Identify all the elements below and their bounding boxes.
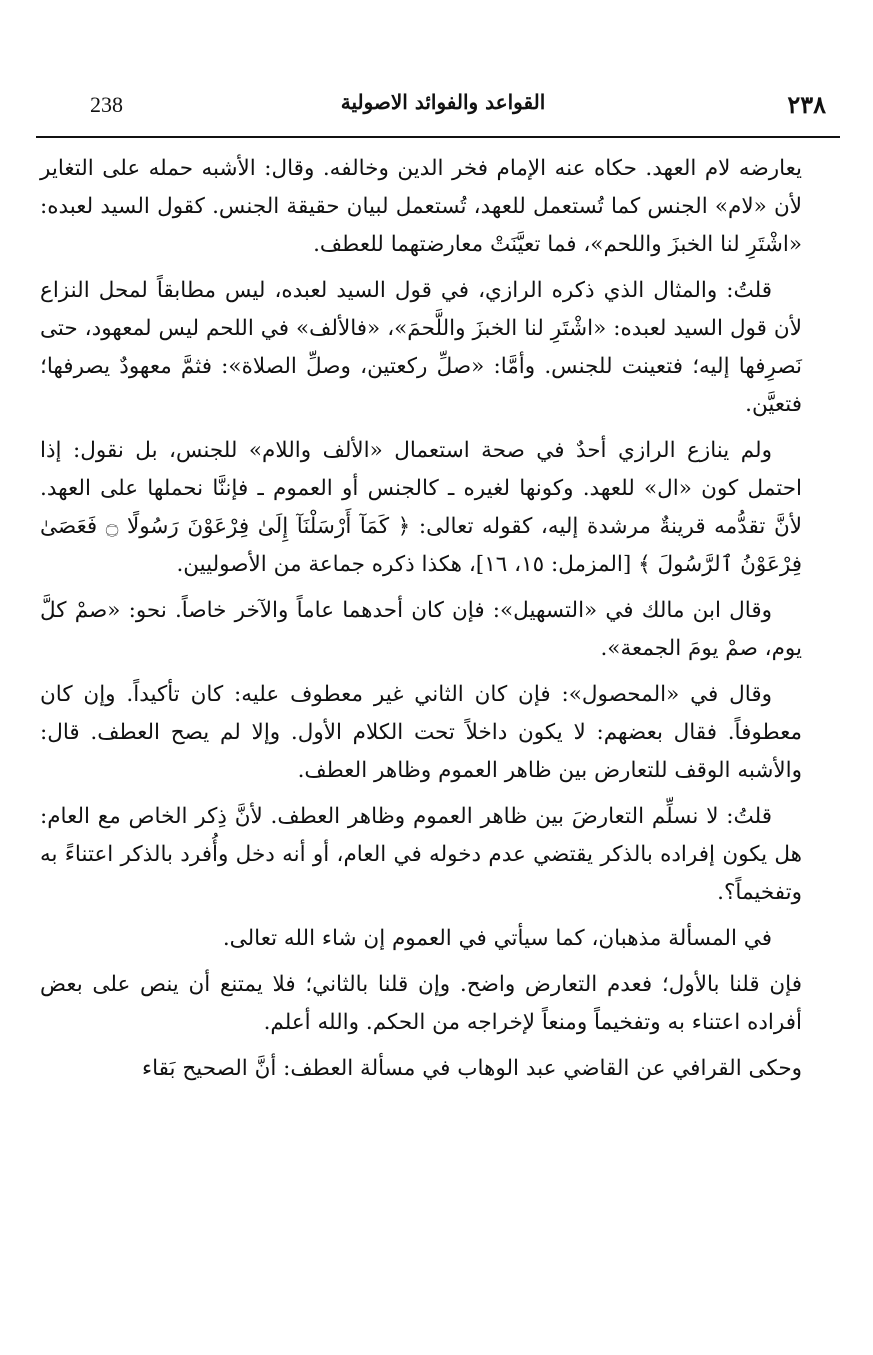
paragraph-9: وحكى القرافي عن القاضي عبد الوهاب في مسألة العطف: أنَّ الصحيح بَقاء	[141, 1056, 802, 1081]
body-text	[40, 150, 802, 1096]
paragraph-8: فإن قلنا بالأول؛ فعدم التعارض واضح. وإن قلنا بالثاني؛ فلا يمتنع أن ينص على بعض أفراده اعتناء به وتفخيماً ومنعاً لإخراجه من الحكم. والله أعلم.	[40, 972, 802, 1035]
paragraph-2: قلتُ: والمثال الذي ذكره الرازي، في قول السيد لعبده، ليس مطابقاً لمحل النزاع لأن قول السيد لعبده: «اشْتَرِ لنا الخبزَ واللَّحمَ»، «فالألف» في اللحم ليس لمعهود، حتى نَصرِفها إليه؛ فتعينت للجنس. وأمَّا: «صلِّ ركعتين، وصلِّ الصلاة»: فثمَّ معهودٌ يصرفها؛ فتعيَّن.	[40, 278, 802, 417]
paragraph-5: وقال في «المحصول»: فإن كان الثاني غير معطوف عليه: كان تأكيداً. وإن كان معطوفاً. فقال بعضهم: لا يكون داخلاً تحت الكلام الأول. وإلا لم يصح العطف. قال: والأشبه الوقف للتعارض بين ظاهر العموم وظاهر العطف.	[40, 682, 802, 783]
header-divider	[36, 136, 840, 138]
page-number-latin: 238	[90, 92, 123, 117]
paragraph-1: يعارضه لام العهد. حكاه عنه الإمام فخر الدين وخالفه. وقال: الأشبه حمله على التغاير لأن «لام» الجنس كما تُستعمل للعهد، تُستعمل لبيان حقيقة الجنس. كقول السيد لعبده: «اشْتَرِ لنا الخبزَ واللحم»، فما تعيَّنَتْ معارضتهما للعطف.	[40, 156, 802, 257]
paragraph-3: ولم ينازع الرازي أحدٌ في صحة استعمال «الألف واللام» للجنس، بل نقول: إذا احتمل كون «ال» للعهد. وكونها لغيره ـ كالجنس أو العموم ـ فإننَّا نحملها على العهد. لأنَّ تقدُّمه قرينةٌ مرشدة إليه، كقوله تعالى: ﴿ كَمَآ أَرْسَلْنَآ إِلَىٰ فِرْعَوْنَ رَسُولًا ۝ فَعَصَىٰ فِرْعَوْنُ ٱلرَّسُولَ ﴾ [المزمل: ١٥، ١٦]، هكذا ذكره جماعة من الأصوليين.	[40, 438, 802, 577]
page-number-arabic: ٢٣٨	[787, 90, 826, 119]
running-title: القواعد والفوائد الاصولية	[340, 90, 546, 114]
page-header	[46, 88, 840, 128]
paragraph-7: في المسألة مذهبان، كما سيأتي في العموم إن شاء الله تعالى.	[222, 926, 772, 951]
paragraph-6: قلتُ: لا نسلِّم التعارضَ بين ظاهر العموم وظاهر العطف. لأنَّ ذِكر الخاص مع العام: هل يكون إفراده بالذكر يقتضي عدم دخوله في العام، أو أنه دخل وأُفرد بالذكر اعتناءً به وتفخيماً؟.	[40, 804, 802, 905]
paragraph-4: وقال ابن مالك في «التسهيل»: فإن كان أحدهما عاماً والآخر خاصاً. نحو: «صمْ كلَّ يوم، صمْ يومَ الجمعة».	[40, 598, 802, 661]
